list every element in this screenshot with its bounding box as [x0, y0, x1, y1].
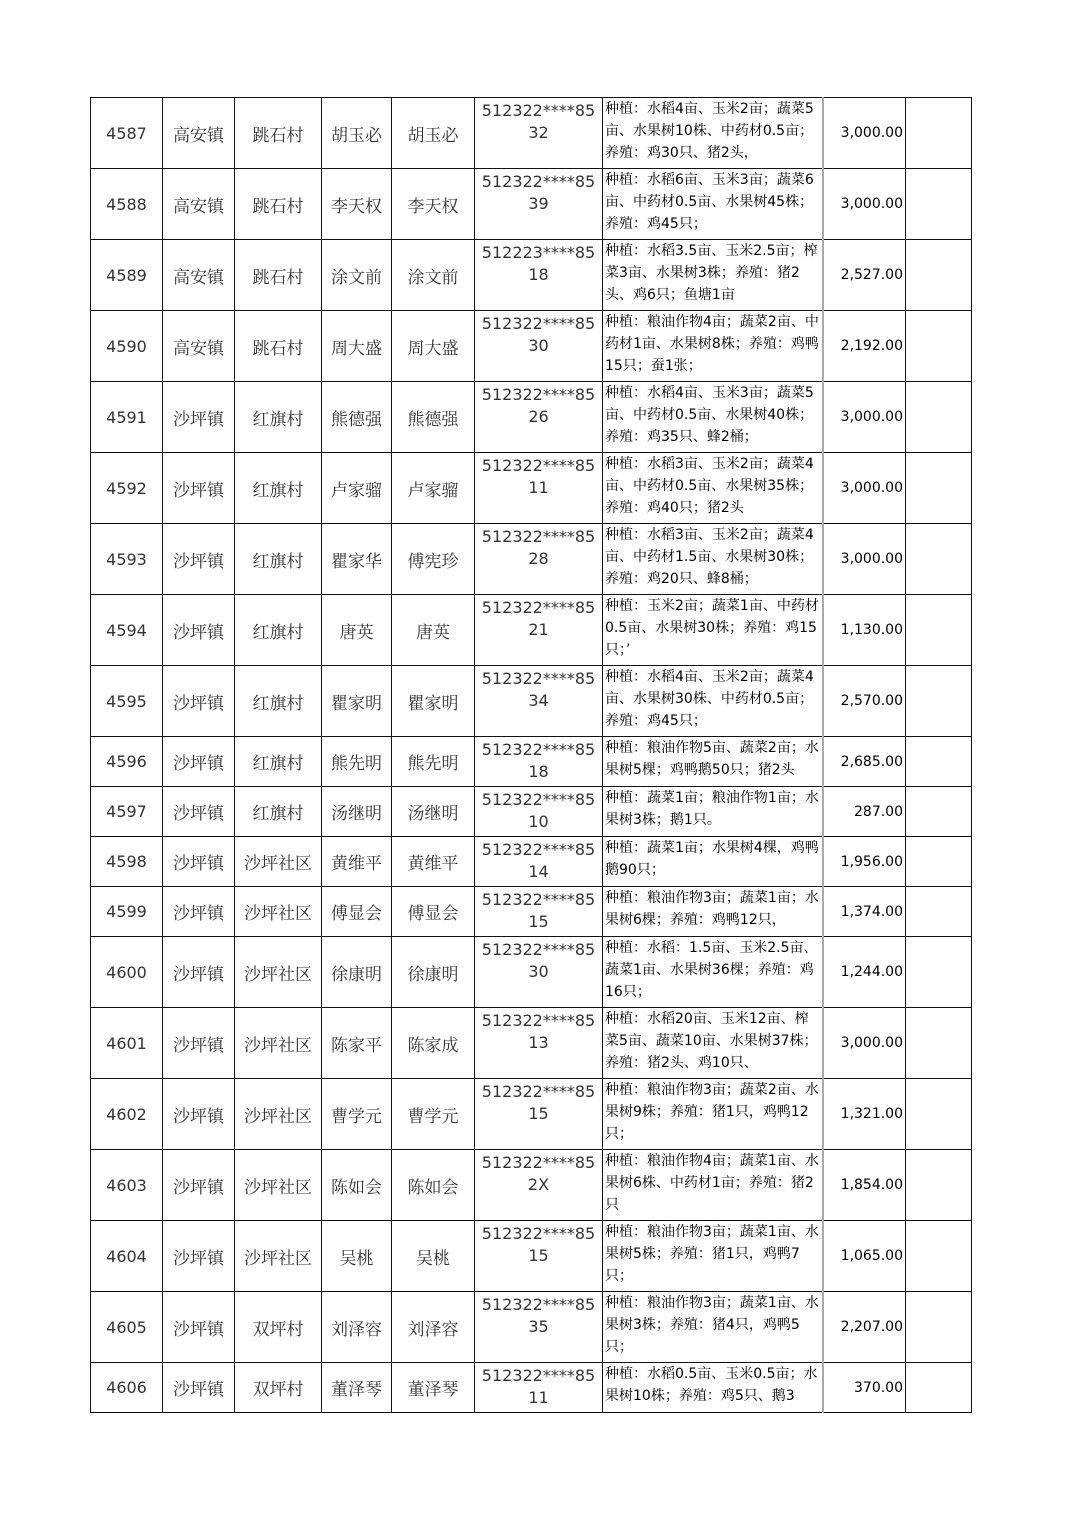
id-part: 512322****85: [481, 1224, 596, 1243]
village-cell: 沙坪社区: [235, 1008, 322, 1079]
note-cell: [906, 382, 972, 453]
village-cell: 红旗村: [235, 453, 322, 524]
payee-cell: 瞿家明: [392, 666, 475, 737]
town-cell: 沙坪镇: [163, 1221, 235, 1292]
description-text: 种植：水稻3亩、玉米2亩；蔬菜4亩、中药材1.5亩、水果树30株；养殖：鸡20只、蜂8桶；: [605, 527, 814, 587]
village-cell: 红旗村: [235, 787, 322, 837]
id-part: 10: [528, 812, 549, 831]
payee-cell: 周大盛: [392, 311, 475, 382]
town-cell: 高安镇: [163, 98, 235, 169]
town-cell: 沙坪镇: [163, 595, 235, 666]
village-cell: 沙坪社区: [235, 1221, 322, 1292]
id-part: 512322****85: [481, 172, 596, 191]
name-cell: 瞿家华: [322, 524, 392, 595]
table-row: [91, 887, 972, 937]
payee-cell: 唐英: [392, 595, 475, 666]
id-part: 512322****85: [481, 456, 596, 475]
note-cell: [906, 1363, 972, 1413]
note-cell: [906, 595, 972, 666]
name-cell: 陈如会: [322, 1150, 392, 1221]
village-cell: 跳石村: [235, 169, 322, 240]
id-part: 35: [528, 1317, 549, 1336]
town-cell: 沙坪镇: [163, 524, 235, 595]
town-cell: 高安镇: [163, 240, 235, 311]
payee-cell: 傅宪珍: [392, 524, 475, 595]
village-cell: 红旗村: [235, 524, 322, 595]
id-part: 15: [528, 912, 549, 931]
seq-cell: 4599: [91, 887, 163, 937]
id-cell: [475, 837, 603, 887]
seq-cell: 4592: [91, 453, 163, 524]
description-text: 种植：水稻3.5亩、玉米2.5亩；榨菜3亩、水果树3株；养殖：猪2头、鸡6只；鱼塘1亩: [605, 243, 818, 303]
note-cell: [906, 240, 972, 311]
table-row: [91, 737, 972, 787]
name-cell: 卢家骝: [322, 453, 392, 524]
name-cell: 周大盛: [322, 311, 392, 382]
id-part: 512322****85: [481, 314, 596, 333]
name-cell: 徐康明: [322, 937, 392, 1008]
id-cell: [475, 240, 603, 311]
name-cell: 熊德强: [322, 382, 392, 453]
id-cell: [475, 1221, 603, 1292]
note-cell: [906, 98, 972, 169]
payee-cell: 徐康明: [392, 937, 475, 1008]
description-text: 种植：粮油作物4亩；蔬菜1亩、水果树6株、中药材1亩；养殖：猪2只: [605, 1153, 819, 1213]
id-part: 15: [528, 1246, 549, 1265]
id-part: 18: [528, 265, 549, 284]
table-row: [91, 382, 972, 453]
description-cell: [603, 887, 823, 937]
id-part: 512322****85: [481, 1153, 596, 1172]
town-cell: 沙坪镇: [163, 382, 235, 453]
id-cell: [475, 524, 603, 595]
description-cell: [603, 1292, 823, 1363]
seq-cell: 4587: [91, 98, 163, 169]
note-cell: [906, 1221, 972, 1292]
seq-cell: 4600: [91, 937, 163, 1008]
town-cell: 沙坪镇: [163, 1363, 235, 1413]
id-part: 512322****85: [481, 527, 596, 546]
id-part: 512322****85: [481, 1295, 596, 1314]
village-cell: 沙坪社区: [235, 887, 322, 937]
id-cell: [475, 1363, 603, 1413]
description-cell: [603, 169, 823, 240]
description-cell: [603, 787, 823, 837]
description-text: 种植：水稻4亩、玉米2亩；蔬菜4亩、水果树30株、中药材0.5亩；养殖：鸡45只；: [605, 669, 814, 729]
table-row: [91, 837, 972, 887]
id-part: 11: [528, 478, 549, 497]
table-row: [91, 311, 972, 382]
id-cell: [475, 595, 603, 666]
payee-cell: 涂文前: [392, 240, 475, 311]
table-row: [91, 240, 972, 311]
description-text: 种植：蔬菜1亩；粮油作物1亩；水果树3株；鹅1只。: [605, 790, 819, 828]
id-part: 512322****85: [481, 1011, 596, 1030]
name-cell: 陈家平: [322, 1008, 392, 1079]
seq-cell: 4603: [91, 1150, 163, 1221]
description-text: 种植：水稻20亩、玉米12亩、榨菜5亩、蔬菜10亩、水果树37株；养殖：猪2头、鸡10只、: [605, 1011, 818, 1071]
description-cell: [603, 1150, 823, 1221]
id-part: 15: [528, 1104, 549, 1123]
id-part: 14: [528, 862, 549, 881]
id-part: 512322****85: [481, 598, 596, 617]
description-text: 种植：粮油作物4亩；蔬菜2亩、中药材1亩、水果树8株；养殖：鸡鸭15只；蚕1张；: [605, 314, 819, 374]
town-cell: 沙坪镇: [163, 737, 235, 787]
name-cell: 傅显会: [322, 887, 392, 937]
amount-cell: 1,374.00: [823, 887, 906, 937]
description-text: 种植：粮油作物5亩、蔬菜2亩；水果树5棵；鸡鸭鹅50只；猪2头: [605, 740, 819, 778]
town-cell: 沙坪镇: [163, 666, 235, 737]
table-row: [91, 1292, 972, 1363]
note-cell: [906, 453, 972, 524]
village-cell: 沙坪社区: [235, 1079, 322, 1150]
description-cell: [603, 311, 823, 382]
village-cell: 双坪村: [235, 1292, 322, 1363]
seq-cell: 4588: [91, 169, 163, 240]
note-cell: [906, 887, 972, 937]
name-cell: 刘泽容: [322, 1292, 392, 1363]
description-cell: [603, 1008, 823, 1079]
description-cell: [603, 666, 823, 737]
amount-cell: 3,000.00: [823, 98, 906, 169]
amount-cell: 2,207.00: [823, 1292, 906, 1363]
id-part: 11: [528, 1388, 549, 1407]
description-text: 种植：粮油作物3亩；蔬菜1亩、水果树3株；养殖：猪4只，鸡鸭5只；: [605, 1295, 819, 1355]
payee-cell: 李天权: [392, 169, 475, 240]
id-cell: [475, 887, 603, 937]
payee-cell: 董泽琴: [392, 1363, 475, 1413]
table-row: [91, 169, 972, 240]
village-cell: 红旗村: [235, 666, 322, 737]
amount-cell: 3,000.00: [823, 169, 906, 240]
name-cell: 李天权: [322, 169, 392, 240]
seq-cell: 4606: [91, 1363, 163, 1413]
amount-cell: 2,685.00: [823, 737, 906, 787]
description-text: 种植：水稻：1.5亩、玉米2.5亩、蔬菜1亩、水果树36棵；养殖：鸡16只；: [605, 940, 818, 1000]
subsidy-table: [90, 97, 972, 1413]
table-row: [91, 1221, 972, 1292]
payee-cell: 傅显会: [392, 887, 475, 937]
note-cell: [906, 666, 972, 737]
village-cell: 红旗村: [235, 382, 322, 453]
village-cell: 跳石村: [235, 98, 322, 169]
description-cell: [603, 1079, 823, 1150]
description-text: 种植：粮油作物3亩；蔬菜1亩、水果树5株；养殖：猪1只，鸡鸭7只；: [605, 1224, 819, 1284]
id-cell: [475, 1079, 603, 1150]
description-text: 种植：水稻0.5亩、玉米0.5亩；水果树10株；养殖：鸡5只、鹅3: [605, 1366, 818, 1404]
town-cell: 沙坪镇: [163, 1150, 235, 1221]
id-part: 30: [528, 336, 549, 355]
id-part: 39: [528, 194, 549, 213]
amount-cell: 3,000.00: [823, 453, 906, 524]
description-text: 种植：玉米2亩；蔬菜1亩、中药材0.5亩、水果树30株；养殖：鸡15只；’: [605, 598, 819, 658]
amount-cell: 370.00: [823, 1363, 906, 1413]
note-cell: [906, 737, 972, 787]
amount-cell: 1,065.00: [823, 1221, 906, 1292]
table-row: [91, 453, 972, 524]
seq-cell: 4595: [91, 666, 163, 737]
description-text: 种植：水稻4亩、玉米3亩；蔬菜5亩、中药材0.5亩、水果树40株；养殖：鸡35只、蜂2桶；: [605, 385, 814, 445]
payee-cell: 汤继明: [392, 787, 475, 837]
village-cell: 跳石村: [235, 311, 322, 382]
id-part: 512223****85: [481, 243, 596, 262]
id-part: 512322****85: [481, 840, 596, 859]
id-part: 512322****85: [481, 1082, 596, 1101]
note-cell: [906, 524, 972, 595]
id-part: 512322****85: [481, 669, 596, 688]
id-cell: [475, 382, 603, 453]
id-part: 18: [528, 762, 549, 781]
description-cell: [603, 737, 823, 787]
amount-cell: 2,527.00: [823, 240, 906, 311]
town-cell: 沙坪镇: [163, 453, 235, 524]
id-cell: [475, 98, 603, 169]
amount-cell: 3,000.00: [823, 524, 906, 595]
village-cell: 红旗村: [235, 737, 322, 787]
id-part: 13: [528, 1033, 549, 1052]
table-row: [91, 787, 972, 837]
amount-cell: 1,956.00: [823, 837, 906, 887]
id-part: 21: [528, 620, 549, 639]
note-cell: [906, 1150, 972, 1221]
payee-cell: 陈家成: [392, 1008, 475, 1079]
amount-cell: 3,000.00: [823, 1008, 906, 1079]
town-cell: 高安镇: [163, 311, 235, 382]
seq-cell: 4605: [91, 1292, 163, 1363]
seq-cell: 4598: [91, 837, 163, 887]
id-cell: [475, 1008, 603, 1079]
id-part: 512322****85: [481, 740, 596, 759]
amount-cell: 2,570.00: [823, 666, 906, 737]
payee-cell: 刘泽容: [392, 1292, 475, 1363]
name-cell: 曹学元: [322, 1079, 392, 1150]
table-row: [91, 1079, 972, 1150]
id-cell: [475, 1292, 603, 1363]
seq-cell: 4590: [91, 311, 163, 382]
note-cell: [906, 937, 972, 1008]
amount-cell: 1,244.00: [823, 937, 906, 1008]
seq-cell: 4596: [91, 737, 163, 787]
description-cell: [603, 98, 823, 169]
id-cell: [475, 311, 603, 382]
amount-cell: 1,130.00: [823, 595, 906, 666]
seq-cell: 4601: [91, 1008, 163, 1079]
name-cell: 董泽琴: [322, 1363, 392, 1413]
payee-cell: 熊先明: [392, 737, 475, 787]
id-cell: [475, 453, 603, 524]
amount-cell: 3,000.00: [823, 382, 906, 453]
description-cell: [603, 837, 823, 887]
village-cell: 沙坪社区: [235, 937, 322, 1008]
town-cell: 沙坪镇: [163, 887, 235, 937]
town-cell: 沙坪镇: [163, 837, 235, 887]
id-cell: [475, 666, 603, 737]
amount-cell: 1,321.00: [823, 1079, 906, 1150]
name-cell: 黄维平: [322, 837, 392, 887]
id-part: 512322****85: [481, 1366, 596, 1385]
seq-cell: 4604: [91, 1221, 163, 1292]
village-cell: 双坪村: [235, 1363, 322, 1413]
town-cell: 沙坪镇: [163, 937, 235, 1008]
id-part: 32: [528, 123, 549, 142]
note-cell: [906, 837, 972, 887]
table-row: [91, 98, 972, 169]
id-part: 512322****85: [481, 385, 596, 404]
id-part: 512322****85: [481, 101, 596, 120]
description-text: 种植：粮油作物3亩；蔬菜2亩、水果树9株；养殖：猪1只，鸡鸭12只；: [605, 1082, 819, 1142]
table-row: [91, 666, 972, 737]
payee-cell: 卢家骝: [392, 453, 475, 524]
seq-cell: 4593: [91, 524, 163, 595]
town-cell: 沙坪镇: [163, 1079, 235, 1150]
payee-cell: 胡玉必: [392, 98, 475, 169]
seq-cell: 4602: [91, 1079, 163, 1150]
table-row: [91, 1008, 972, 1079]
id-cell: [475, 169, 603, 240]
note-cell: [906, 311, 972, 382]
note-cell: [906, 1079, 972, 1150]
description-text: 种植：水稻3亩、玉米2亩；蔬菜4亩、中药材0.5亩、水果树35株；养殖：鸡40只；猪2头: [605, 456, 814, 516]
description-cell: [603, 937, 823, 1008]
village-cell: 沙坪社区: [235, 1150, 322, 1221]
description-text: 种植：水稻4亩、玉米2亩；蔬菜5亩、水果树10株、中药材0.5亩；养殖：鸡30只、猪2头，: [605, 101, 814, 161]
amount-cell: 287.00: [823, 787, 906, 837]
seq-cell: 4594: [91, 595, 163, 666]
town-cell: 沙坪镇: [163, 1008, 235, 1079]
description-cell: [603, 524, 823, 595]
id-part: 28: [528, 549, 549, 568]
description-cell: [603, 1221, 823, 1292]
payee-cell: 熊德强: [392, 382, 475, 453]
id-part: 26: [528, 407, 549, 426]
note-cell: [906, 1008, 972, 1079]
table-row: [91, 524, 972, 595]
name-cell: 涂文前: [322, 240, 392, 311]
id-cell: [475, 937, 603, 1008]
town-cell: 沙坪镇: [163, 1292, 235, 1363]
payee-cell: 曹学元: [392, 1079, 475, 1150]
seq-cell: 4597: [91, 787, 163, 837]
description-cell: [603, 453, 823, 524]
village-cell: 红旗村: [235, 595, 322, 666]
name-cell: 汤继明: [322, 787, 392, 837]
name-cell: 唐英: [322, 595, 392, 666]
description-cell: [603, 382, 823, 453]
description-text: 种植：水稻6亩、玉米3亩；蔬菜6亩、中药材0.5亩、水果树45株；养殖：鸡45只；: [605, 172, 814, 232]
village-cell: 沙坪社区: [235, 837, 322, 887]
town-cell: 沙坪镇: [163, 787, 235, 837]
table-row: [91, 595, 972, 666]
seq-cell: 4589: [91, 240, 163, 311]
id-part: 30: [528, 962, 549, 981]
amount-cell: 2,192.00: [823, 311, 906, 382]
table-row: [91, 937, 972, 1008]
name-cell: 胡玉必: [322, 98, 392, 169]
note-cell: [906, 1292, 972, 1363]
amount-cell: 1,854.00: [823, 1150, 906, 1221]
payee-cell: 陈如会: [392, 1150, 475, 1221]
payee-cell: 黄维平: [392, 837, 475, 887]
description-text: 种植：粮油作物3亩；蔬菜1亩；水果树6棵；养殖：鸡鸭12只，: [605, 890, 819, 928]
note-cell: [906, 787, 972, 837]
seq-cell: 4591: [91, 382, 163, 453]
id-cell: [475, 787, 603, 837]
name-cell: 吴桃: [322, 1221, 392, 1292]
description-cell: [603, 240, 823, 311]
note-cell: [906, 169, 972, 240]
name-cell: 瞿家明: [322, 666, 392, 737]
name-cell: 熊先明: [322, 737, 392, 787]
id-part: 512322****85: [481, 940, 596, 959]
id-part: 512322****85: [481, 890, 596, 909]
description-cell: [603, 595, 823, 666]
id-part: 34: [528, 691, 549, 710]
description-text: 种植：蔬菜1亩；水果树4棵，鸡鸭鹅90只；: [605, 840, 819, 878]
table-row: [91, 1150, 972, 1221]
id-cell: [475, 737, 603, 787]
village-cell: 跳石村: [235, 240, 322, 311]
table-row: [91, 1363, 972, 1413]
id-part: 2X: [527, 1175, 550, 1194]
id-part: 512322****85: [481, 790, 596, 809]
id-cell: [475, 1150, 603, 1221]
town-cell: 高安镇: [163, 169, 235, 240]
description-cell: [603, 1363, 823, 1413]
payee-cell: 吴桃: [392, 1221, 475, 1292]
